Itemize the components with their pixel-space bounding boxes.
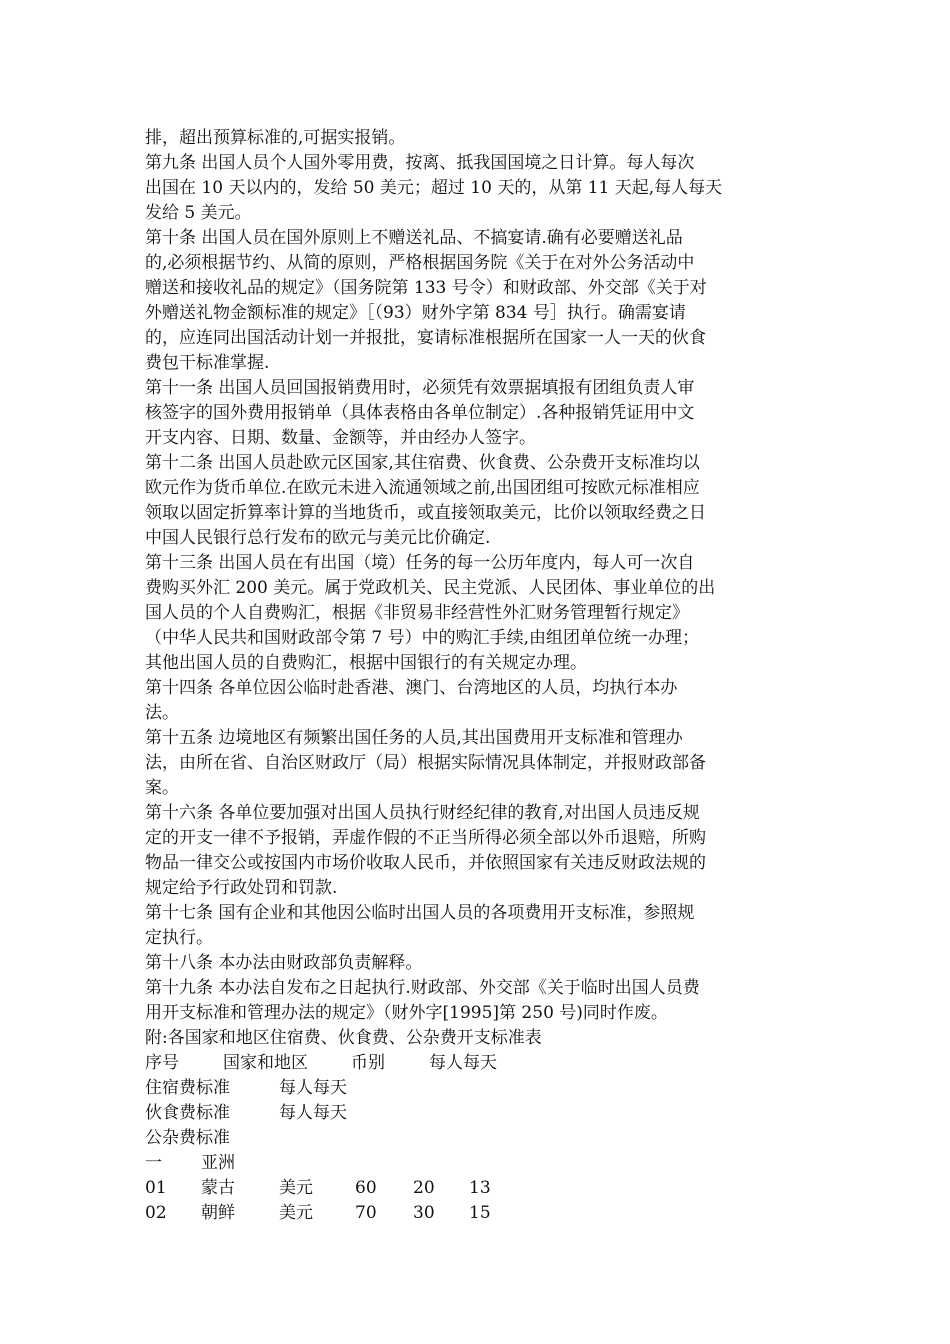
paragraph-line: 发给 5 美元。 — [145, 203, 252, 223]
table-row — [145, 1201, 785, 1226]
paragraph-line: 法。 — [145, 703, 179, 723]
paragraph-line: 第十八条 本办法由财政部负责解释。 — [145, 953, 423, 973]
subheader-cell-misc: 公杂费标准 — [145, 1128, 230, 1148]
paragraph-line: 的,必须根据节约、从简的原则，严格根据国务院《关于在对外公务活动中 — [145, 253, 695, 273]
article-paragraph — [145, 226, 785, 376]
article-paragraph — [145, 126, 785, 151]
paragraph-line: 规定给予行政处罚和罚款. — [145, 878, 338, 898]
subheader-cell-misc-unit — [279, 1126, 399, 1151]
row-cell-misc: 13 — [469, 1178, 491, 1198]
article-paragraph — [145, 976, 785, 1026]
table-region-row — [145, 1151, 785, 1176]
region-cell-index: 一 — [145, 1153, 162, 1173]
paragraph-line: 的，应连同出国活动计划一并报批，宴请标准根据所在国家一人一天的伙食 — [145, 328, 706, 348]
paragraph-line: 费购买外汇 200 美元。属于党政机关、民主党派、人民团体、事业单位的出 — [145, 578, 716, 598]
subheader-cell-meals: 伙食费标准 — [145, 1103, 230, 1123]
paragraph-line: 第十二条 出国人员赴欧元区国家,其住宿费、伙食费、公杂费开支标准均以 — [145, 453, 700, 473]
table-subheader-row — [145, 1126, 785, 1151]
row-cell-country: 朝鲜 — [201, 1203, 235, 1223]
header-cell-currency: 币别 — [351, 1053, 385, 1073]
paragraph-line: 第十条 出国人员在国外原则上不赠送礼品、不搞宴请.确有必要赠送礼品 — [145, 228, 683, 248]
paragraph-line: 法，由所在省、自治区财政厅（局）根据实际情况具体制定，并报财政部备 — [145, 753, 706, 773]
article-paragraph — [145, 151, 785, 226]
paragraph-line: 第十五条 边境地区有频繁出国任务的人员,其出国费用开支标准和管理办 — [145, 728, 683, 748]
row-cell-index: 01 — [145, 1178, 167, 1198]
row-cell-lodging: 70 — [355, 1203, 377, 1223]
paragraph-line: 定执行。 — [145, 928, 213, 948]
row-cell-currency: 美元 — [279, 1203, 313, 1223]
header-cell-index: 序号 — [145, 1053, 179, 1073]
paragraph-line: 排，超出预算标准的,可据实报销。 — [145, 128, 406, 148]
paragraph-line: 用开支标准和管理办法的规定》（财外字[1995]第 250 号)同时作废。 — [145, 1003, 668, 1023]
paragraph-line: 费包干标准掌握. — [145, 353, 270, 373]
paragraph-line: 第十九条 本办法自发布之日起执行.财政部、外交部《关于临时出国人员费 — [145, 978, 700, 998]
paragraph-list — [145, 126, 785, 1051]
paragraph-line: 出国在 10 天以内的，发给 50 美元；超过 10 天的，从第 11 天起,每人每天 — [145, 178, 723, 198]
subheader-cell-meals-unit: 每人每天 — [279, 1103, 347, 1123]
paragraph-line: 第十六条 各单位要加强对出国人员执行财经纪律的教育,对出国人员违反规 — [145, 803, 700, 823]
paragraph-line: 赠送和接收礼品的规定》（国务院第 133 号令）和财政部、外交部《关于对 — [145, 278, 707, 298]
paragraph-line: 中国人民银行总行发布的欧元与美元比价确定. — [145, 528, 491, 548]
paragraph-line: 第十三条 出国人员在有出国（境）任务的每一公历年度内，每人可一次自 — [145, 553, 695, 573]
paragraph-line: 核签字的国外费用报销单（具体表格由各单位制定）.各种报销凭证用中文 — [145, 403, 695, 423]
table-subheader-row — [145, 1101, 785, 1126]
article-paragraph — [145, 726, 785, 801]
table-row — [145, 1176, 785, 1201]
paragraph-line: 第十一条 出国人员回国报销费用时，必须凭有效票据填报有团组负责人审 — [145, 378, 695, 398]
standards-table — [145, 1051, 785, 1226]
paragraph-line: 其他出国人员的自费购汇，根据中国银行的有关规定办理。 — [145, 653, 587, 673]
header-cell-region: 国家和地区 — [223, 1053, 308, 1073]
paragraph-line: 定的开支一律不予报销，弄虚作假的不正当所得必须全部以外币退赔，所购 — [145, 828, 706, 848]
table-subheader-row — [145, 1076, 785, 1101]
row-cell-lodging: 60 — [355, 1178, 377, 1198]
subheader-cell-lodging-unit: 每人每天 — [279, 1078, 347, 1098]
paragraph-line: 开支内容、日期、数量、金额等，并由经办人签字。 — [145, 428, 536, 448]
article-paragraph — [145, 951, 785, 976]
subheader-cell-lodging: 住宿费标准 — [145, 1078, 230, 1098]
row-cell-meals: 20 — [413, 1178, 435, 1198]
paragraph-line: 外赠送礼物金额标准的规定》［（93）财外字第 834 号］执行。确需宴请 — [145, 303, 686, 323]
row-cell-meals: 30 — [413, 1203, 435, 1223]
header-cell-per-day: 每人每天 — [429, 1053, 497, 1073]
paragraph-line: 附:各国家和地区住宿费、伙食费、公杂费开支标准表 — [145, 1028, 542, 1048]
row-cell-index: 02 — [145, 1203, 167, 1223]
row-cell-country: 蒙古 — [201, 1178, 235, 1198]
table-header-row — [145, 1051, 785, 1076]
paragraph-line: （中华人民共和国财政部令第 7 号）中的购汇手续,由组团单位统一办理； — [145, 628, 700, 648]
article-paragraph — [145, 676, 785, 726]
paragraph-line: 国人员的个人自费购汇，根据《非贸易非经营性外汇财务管理暂行规定》 — [145, 603, 689, 623]
paragraph-line: 领取以固定折算率计算的当地货币，或直接领取美元，比价以领取经费之日 — [145, 503, 706, 523]
paragraph-line: 物品一律交公或按国内市场价收取人民币，并依照国家有关违反财政法规的 — [145, 853, 706, 873]
paragraph-line: 欧元作为货币单位.在欧元未进入流通领域之前,出国团组可按欧元标准相应 — [145, 478, 700, 498]
row-cell-misc: 15 — [469, 1203, 491, 1223]
article-paragraph — [145, 1026, 785, 1051]
article-paragraph — [145, 551, 785, 676]
paragraph-line: 第十四条 各单位因公临时赴香港、澳门、台湾地区的人员，均执行本办 — [145, 678, 678, 698]
paragraph-line: 第十七条 国有企业和其他因公临时出国人员的各项费用开支标准，参照规 — [145, 903, 695, 923]
article-paragraph — [145, 901, 785, 951]
paragraph-line: 案。 — [145, 778, 179, 798]
article-paragraph — [145, 451, 785, 551]
paragraph-line: 第九条 出国人员个人国外零用费，按离、抵我国国境之日计算。每人每次 — [145, 153, 695, 173]
article-paragraph — [145, 801, 785, 901]
document-body — [145, 126, 785, 1226]
row-cell-currency: 美元 — [279, 1178, 313, 1198]
region-cell-name: 亚洲 — [201, 1153, 235, 1173]
article-paragraph — [145, 376, 785, 451]
